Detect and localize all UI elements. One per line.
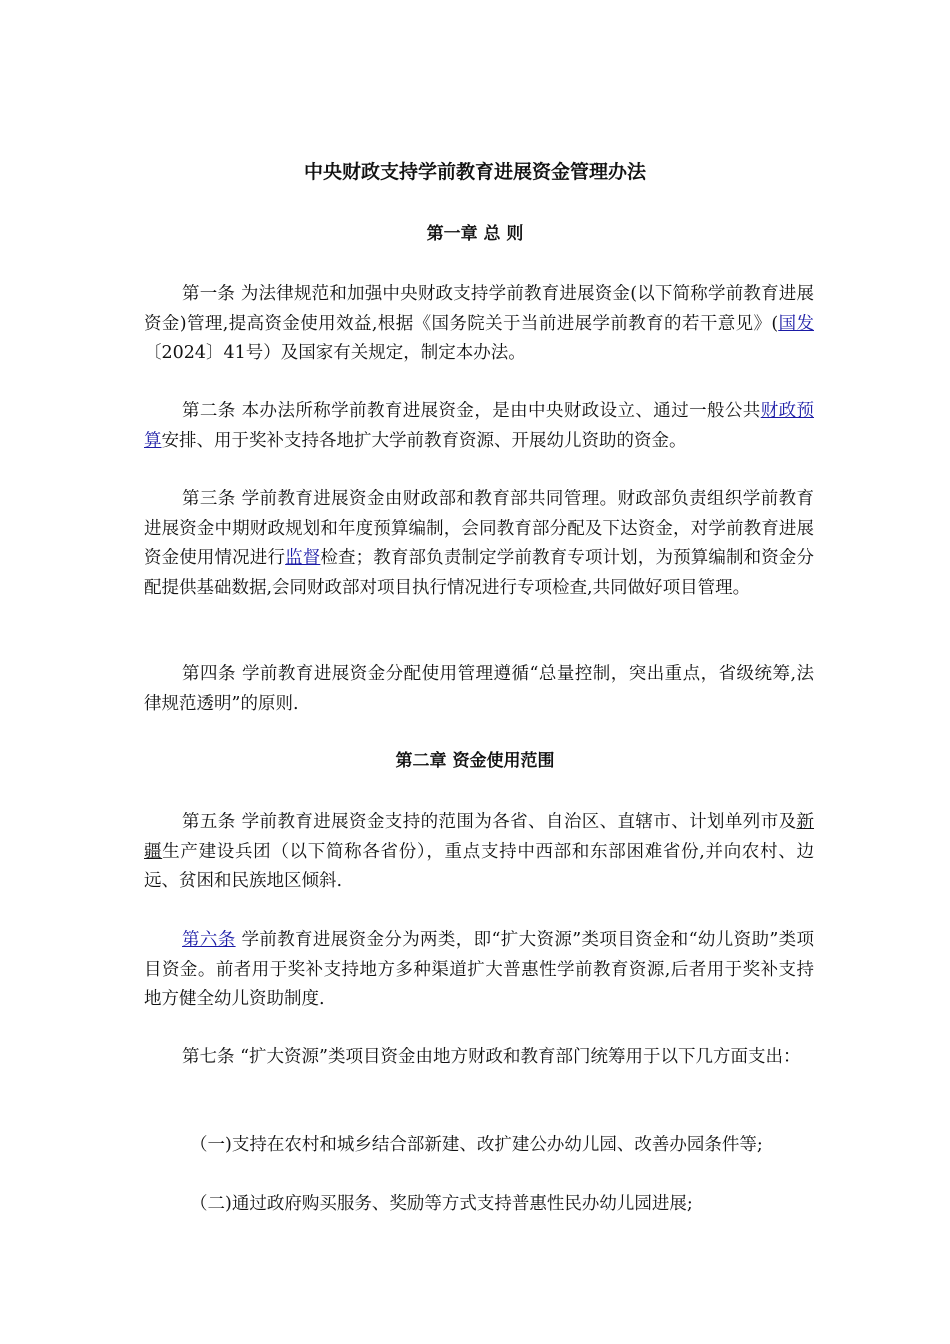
article-7: 第七条 “扩大资源”类项目资金由地方财政和教育部门统筹用于以下几方面支出：: [182, 1047, 801, 1067]
guofa-link[interactable]: 国发: [778, 313, 814, 334]
list-item-2: （二)通过政府购买服务、奖励等方式支持普惠性民办幼儿园进展;: [190, 1194, 693, 1214]
article-1-text-end: 〔2024〕41号）及国家有关规定，制定本办法。: [144, 343, 526, 363]
document-title: 中央财政支持学前教育进展资金管理办法: [303, 161, 646, 183]
fiscal-budget-link[interactable]: 财政预算: [144, 401, 814, 451]
chapter-2-heading: 第二章 资金使用范围: [395, 751, 555, 771]
article-5-text-start: 第五条 学前教育进展资金支持的范围为各省、自治区、直辖市、计划单列市及: [182, 812, 797, 832]
article-3-text-end: 检查；教育部负责制定学前教育专项计划，为预算编制和资金分配提供基础数据,会同财政部对项目执行情况进行专项检查,共同做好项目管理。: [144, 548, 815, 598]
article-2-text-end: 安排、用于奖补支持各地扩大学前教育资源、开展幼儿资助的资金。: [161, 430, 687, 451]
article-3: [144, 485, 814, 603]
article-1-text-start: 第一条 为法律规范和加强中央财政支持学前教育进展资金(以下简称学前教育进展资金)管理,提高资金使用效益,根据《国务院关于当前进展学前教育的若干意见》(: [144, 284, 814, 334]
article-3-text-start: 第三条 学前教育进展资金由财政部和教育部共同管理。财政部负责组织学前教育进展资金中期财政规划和年度预算编制，会同教育部分配及下达资金，对学前教育进展资金使用情况进行: [144, 489, 814, 568]
xinjiang-underlined: 新疆: [144, 812, 814, 862]
list-item-1: （一)支持在农村和城乡结合部新建、改扩建公办幼儿园、改善办园条件等;: [190, 1135, 763, 1155]
article-2: [144, 397, 814, 456]
article-5: [144, 808, 814, 897]
article-4: 第四条 学前教育进展资金分配使用管理遵循“总量控制，突出重点，省级统筹,法律规范透明”的原则.: [144, 664, 814, 714]
article-1: [144, 280, 814, 369]
article-5-text-end: 生产建设兵团（以下简称各省份），重点支持中西部和东部困难省份,并向农村、边远、贫困和民族地区倾斜.: [144, 841, 815, 891]
article-2-text-start: 第二条 本办法所称学前教育进展资金，是由中央财政设立、通过一般公共: [182, 401, 761, 421]
supervision-link[interactable]: 监督: [285, 548, 321, 568]
article-6-text: 学前教育进展资金分为两类，即“扩大资源”类项目资金和“幼儿资助”类项目资金。前者用于奖补支持地方多种渠道扩大普惠性学前教育资源,后者用于奖补支持地方健全幼儿资助制度.: [144, 930, 814, 1009]
chapter-1-heading: 第一章 总 则: [426, 224, 524, 244]
article-6-link[interactable]: 第六条: [182, 930, 236, 950]
article-6: [144, 926, 814, 1015]
